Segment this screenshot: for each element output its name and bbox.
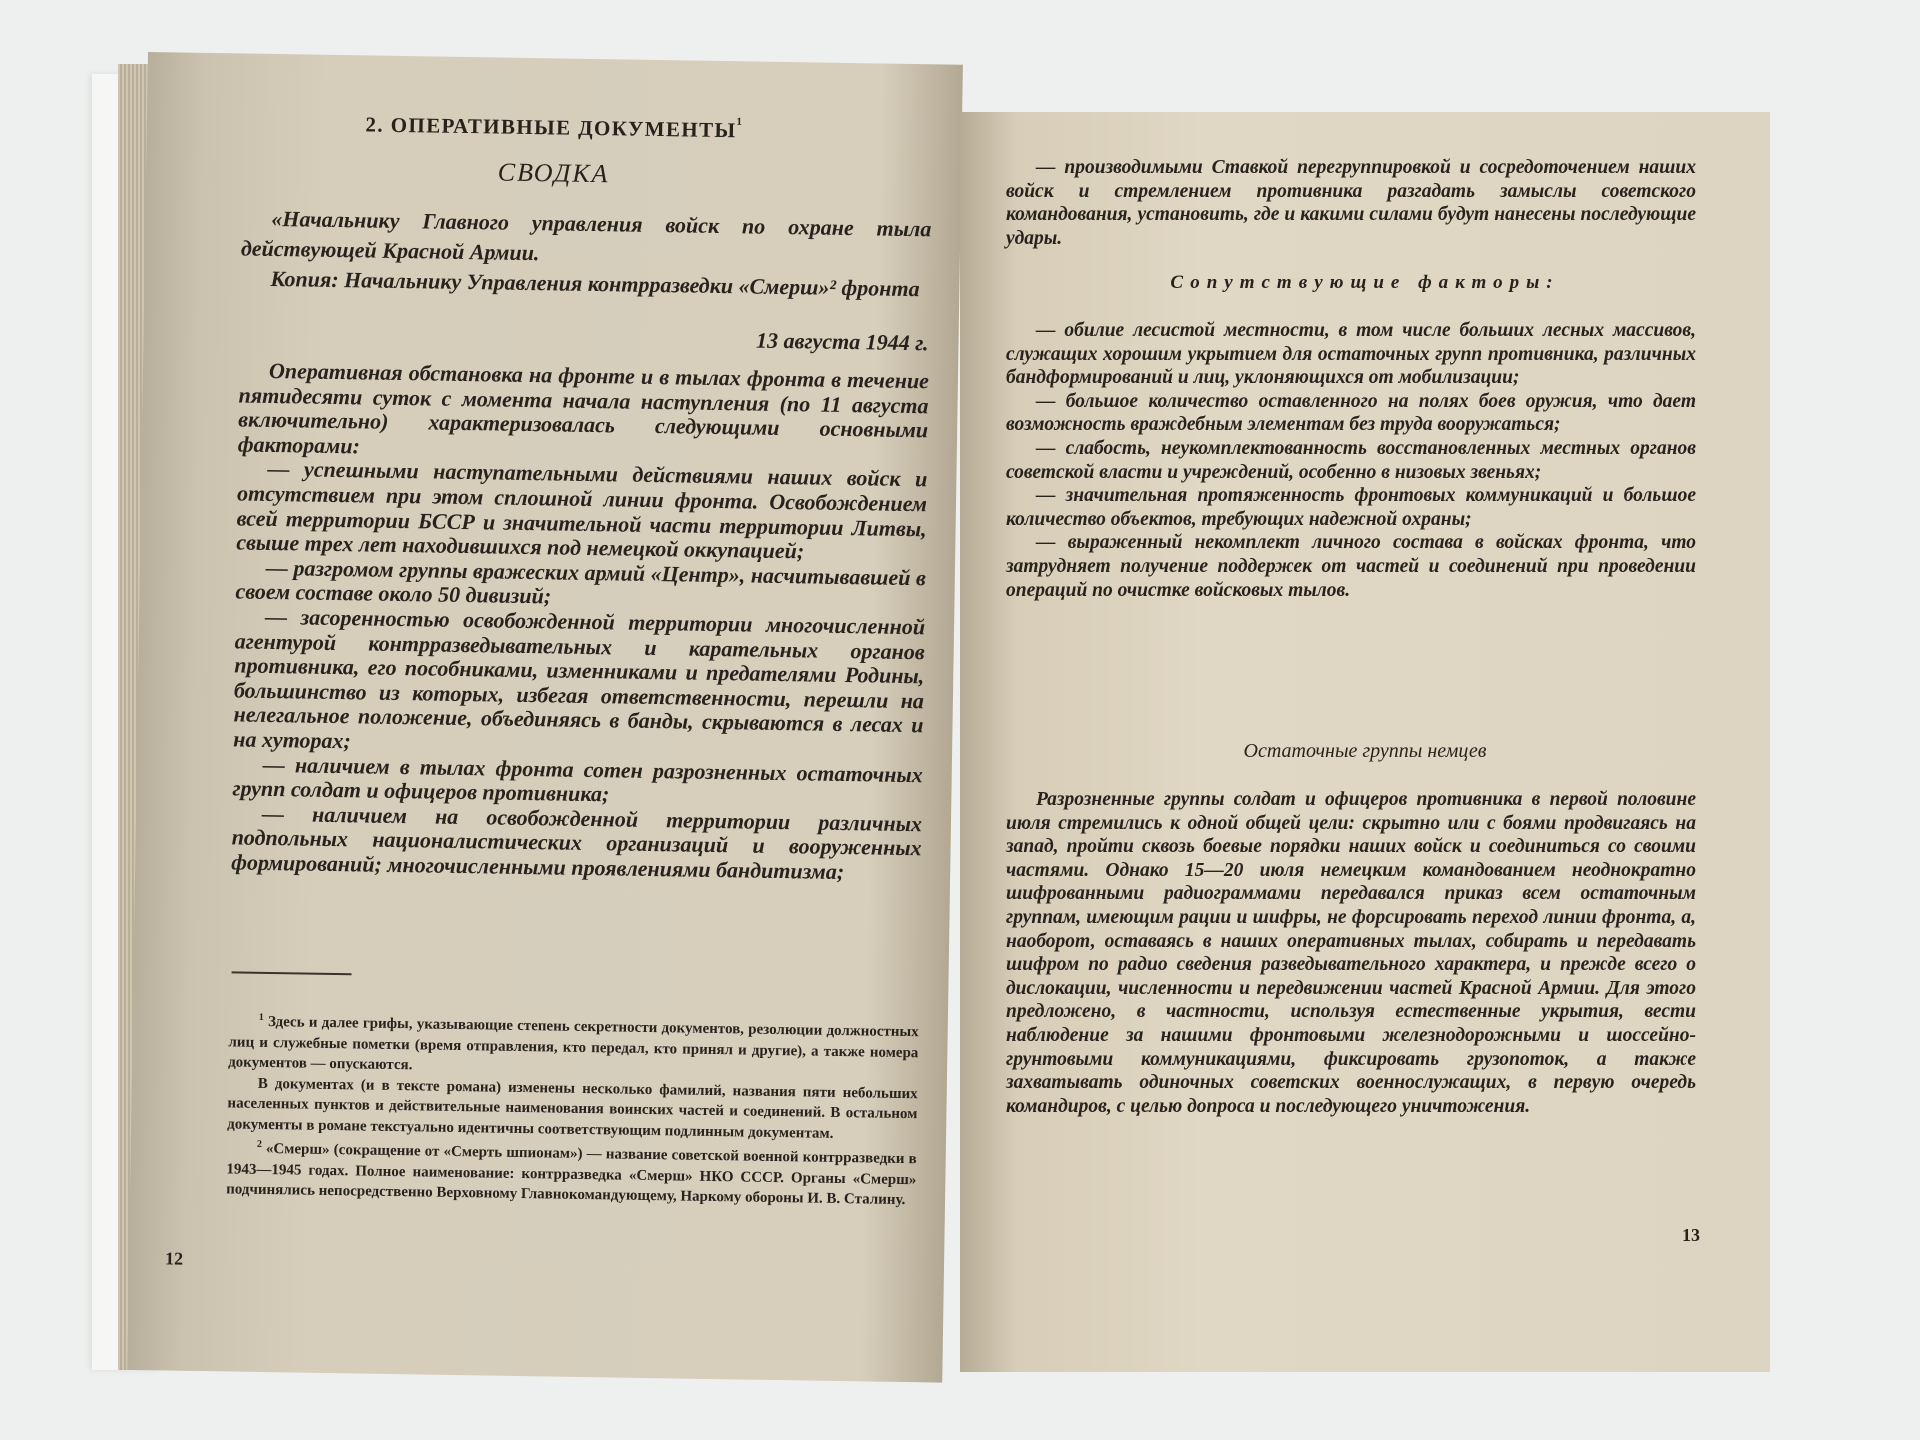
- addressee-line: «Начальнику Главного управления войск по охране тыла действующей Красной Армии.: [240, 205, 932, 266]
- copy-line: Копия: Начальнику Управления контрразведки «Смерш»² фронта: [270, 265, 920, 302]
- document-title: СВОДКА: [497, 157, 610, 189]
- page-number: 13: [1682, 1225, 1700, 1245]
- heading-footnote-mark: ¹: [736, 113, 744, 134]
- footnote-mark: 1: [258, 1011, 264, 1023]
- subheading-remaining-groups: Остаточные группы немцев: [1243, 740, 1487, 762]
- factor-item: — значительная протяженность фронтовых коммуникаций и большое количество объектов, требующих надежной охраны;: [1006, 485, 1696, 530]
- footnote-mark: 2: [256, 1138, 262, 1150]
- factor-item: — большое количество оставленного на полях боев оружия, что дает возможность враждебным элементам без труда вооружаться;: [1006, 390, 1696, 436]
- body-paragraph: — засоренностью освобожденной территории многочисленной агентурой контрразведывательных и карательных органов противника, его пособниками, изменниками и предателями Родины, большинство из которых, избегая ответственности, перешли на нелегальное положение, объединяясь в банды, скрываются в лесах и на хуторах;: [233, 603, 926, 754]
- footnote: В документах (и в тексте романа) изменены несколько фамилий, названия пяти небольших населенных пунктов и действительные наименования воинских частей и соединений. В остальном документы в романе текстуально идентичны соответствующим подлинным документам.: [227, 1075, 918, 1142]
- page-number: 12: [164, 1248, 184, 1269]
- addressee-block: [240, 203, 931, 304]
- footnote: $^2$ «Смерш» (сокращение от «Смерть шпионам») — название советской военной контрразведки в 1943—1945 годах. Полное наименование: контрразведка «Смерш» НКО СССР. Органы «Смерш» подчинялись непосредственно Верховному Главнокомандующему, Наркому обороны И. В. Сталину.: [226, 1138, 917, 1209]
- factors-list: [1006, 319, 1696, 602]
- right-page: [960, 112, 1770, 1372]
- section-heading: 2. ОПЕРАТИВНЫЕ $ДОКУМЕНТЫ^{^1}$: [365, 112, 744, 143]
- body-paragraph: — наличием на освобожденной территории различных подпольных националистических организаций и вооруженных формирований; многочисленными проявлениями бандитизма;: [231, 800, 923, 884]
- report-body: [231, 358, 929, 885]
- body-paragraph: — наличием в тылах фронта сотен разрозненных остаточных групп солдат и офицеров противника;: [232, 751, 923, 807]
- footnote-divider: [232, 971, 352, 975]
- body-paragraph: Оперативная обстановка на фронте и в тылах фронта в течение пятидесяти суток с момента начала наступления (по 11 августа включительно) характеризовалась следующими основными факторами:: [237, 357, 930, 459]
- remaining-groups-block: [1006, 788, 1696, 1118]
- footnotes: [226, 1007, 919, 1210]
- left-page: [127, 52, 963, 1383]
- body-paragraph: — разгромом группы вражеских армий «Центр», насчитывавшей в своем составе около 50 дивизий;: [235, 554, 927, 609]
- factor-item: — выраженный некомплект личного состава в войсках фронта, что затрудняет получение поддержек от частей и соединений при проведении операций по очистке войсковых тылов.: [1006, 532, 1696, 601]
- subheading-accompanying-factors: Сопутствующие факторы:: [1170, 272, 1560, 293]
- body-paragraph: — успешными наступательными действиями наших войск и отсутствием при этом сплошной линии фронта. Освобождением всей территории БССР и значительной части территории Литвы, свыше трех лет находившихся под немецкой оккупацией;: [236, 456, 928, 564]
- body-paragraph: — производимыми Ставкой перегруппировкой и сосредоточением наших войск и стремлением противника разгадать замыслы советского командования, установить, где и какими силами будут нанесены последующие удары.: [1006, 157, 1696, 249]
- factor-item: — слабость, неукомплектованность восстановленных местных органов советской власти и учреждений, особенно в низовых звеньях;: [1006, 437, 1696, 483]
- factor-item: — обилие лесистой местности, в том числе больших лесных массивов, служащих хорошим укрытием для остаточных групп противника, различных бандформирований и лиц, уклоняющихся от мобилизации;: [1006, 320, 1696, 389]
- continuation-block: [1006, 156, 1696, 250]
- footnote: $^1$ Здесь и далее грифы, указывающие степень секретности документов, резолюции должностных лиц и служебные пометки (время отправления, кто передал, кто принял и другие), а также номера документов — опускаются.: [228, 1011, 919, 1074]
- body-paragraph: Разрозненные группы солдат и офицеров противника в первой половине июля стремились к одной общей цели: скрытно или с боями продвигаясь на запад, пройти сквозь боевые порядки наших войск и соединиться со своими частями. Однако 15—20 июля немецким командованием неоднократно шифрованными радиограммами передавался приказ всем остаточным группам, имеющим рации и шифры, не форсировать переход линии фронта, а, наоборот, оставаясь в наших оперативных тылах, собирать и передавать шифром по радио сведения разведывательного характера, и прежде всего о дислокации, численности и передвижении частей Красной Армии. Для этого предложено, в частности, используя естественные укрытия, вести наблюдение за нашими фронтовыми железнодорожными и шоссейно-грунтовыми коммуникациями, фиксировать грузопоток, а также захватывать одиночных советских военнослужащих, в первую очередь командиров, с целью допроса и последующего уничтожения.: [1006, 789, 1696, 1117]
- document-date: 13 августа 1944 г.: [755, 327, 929, 356]
